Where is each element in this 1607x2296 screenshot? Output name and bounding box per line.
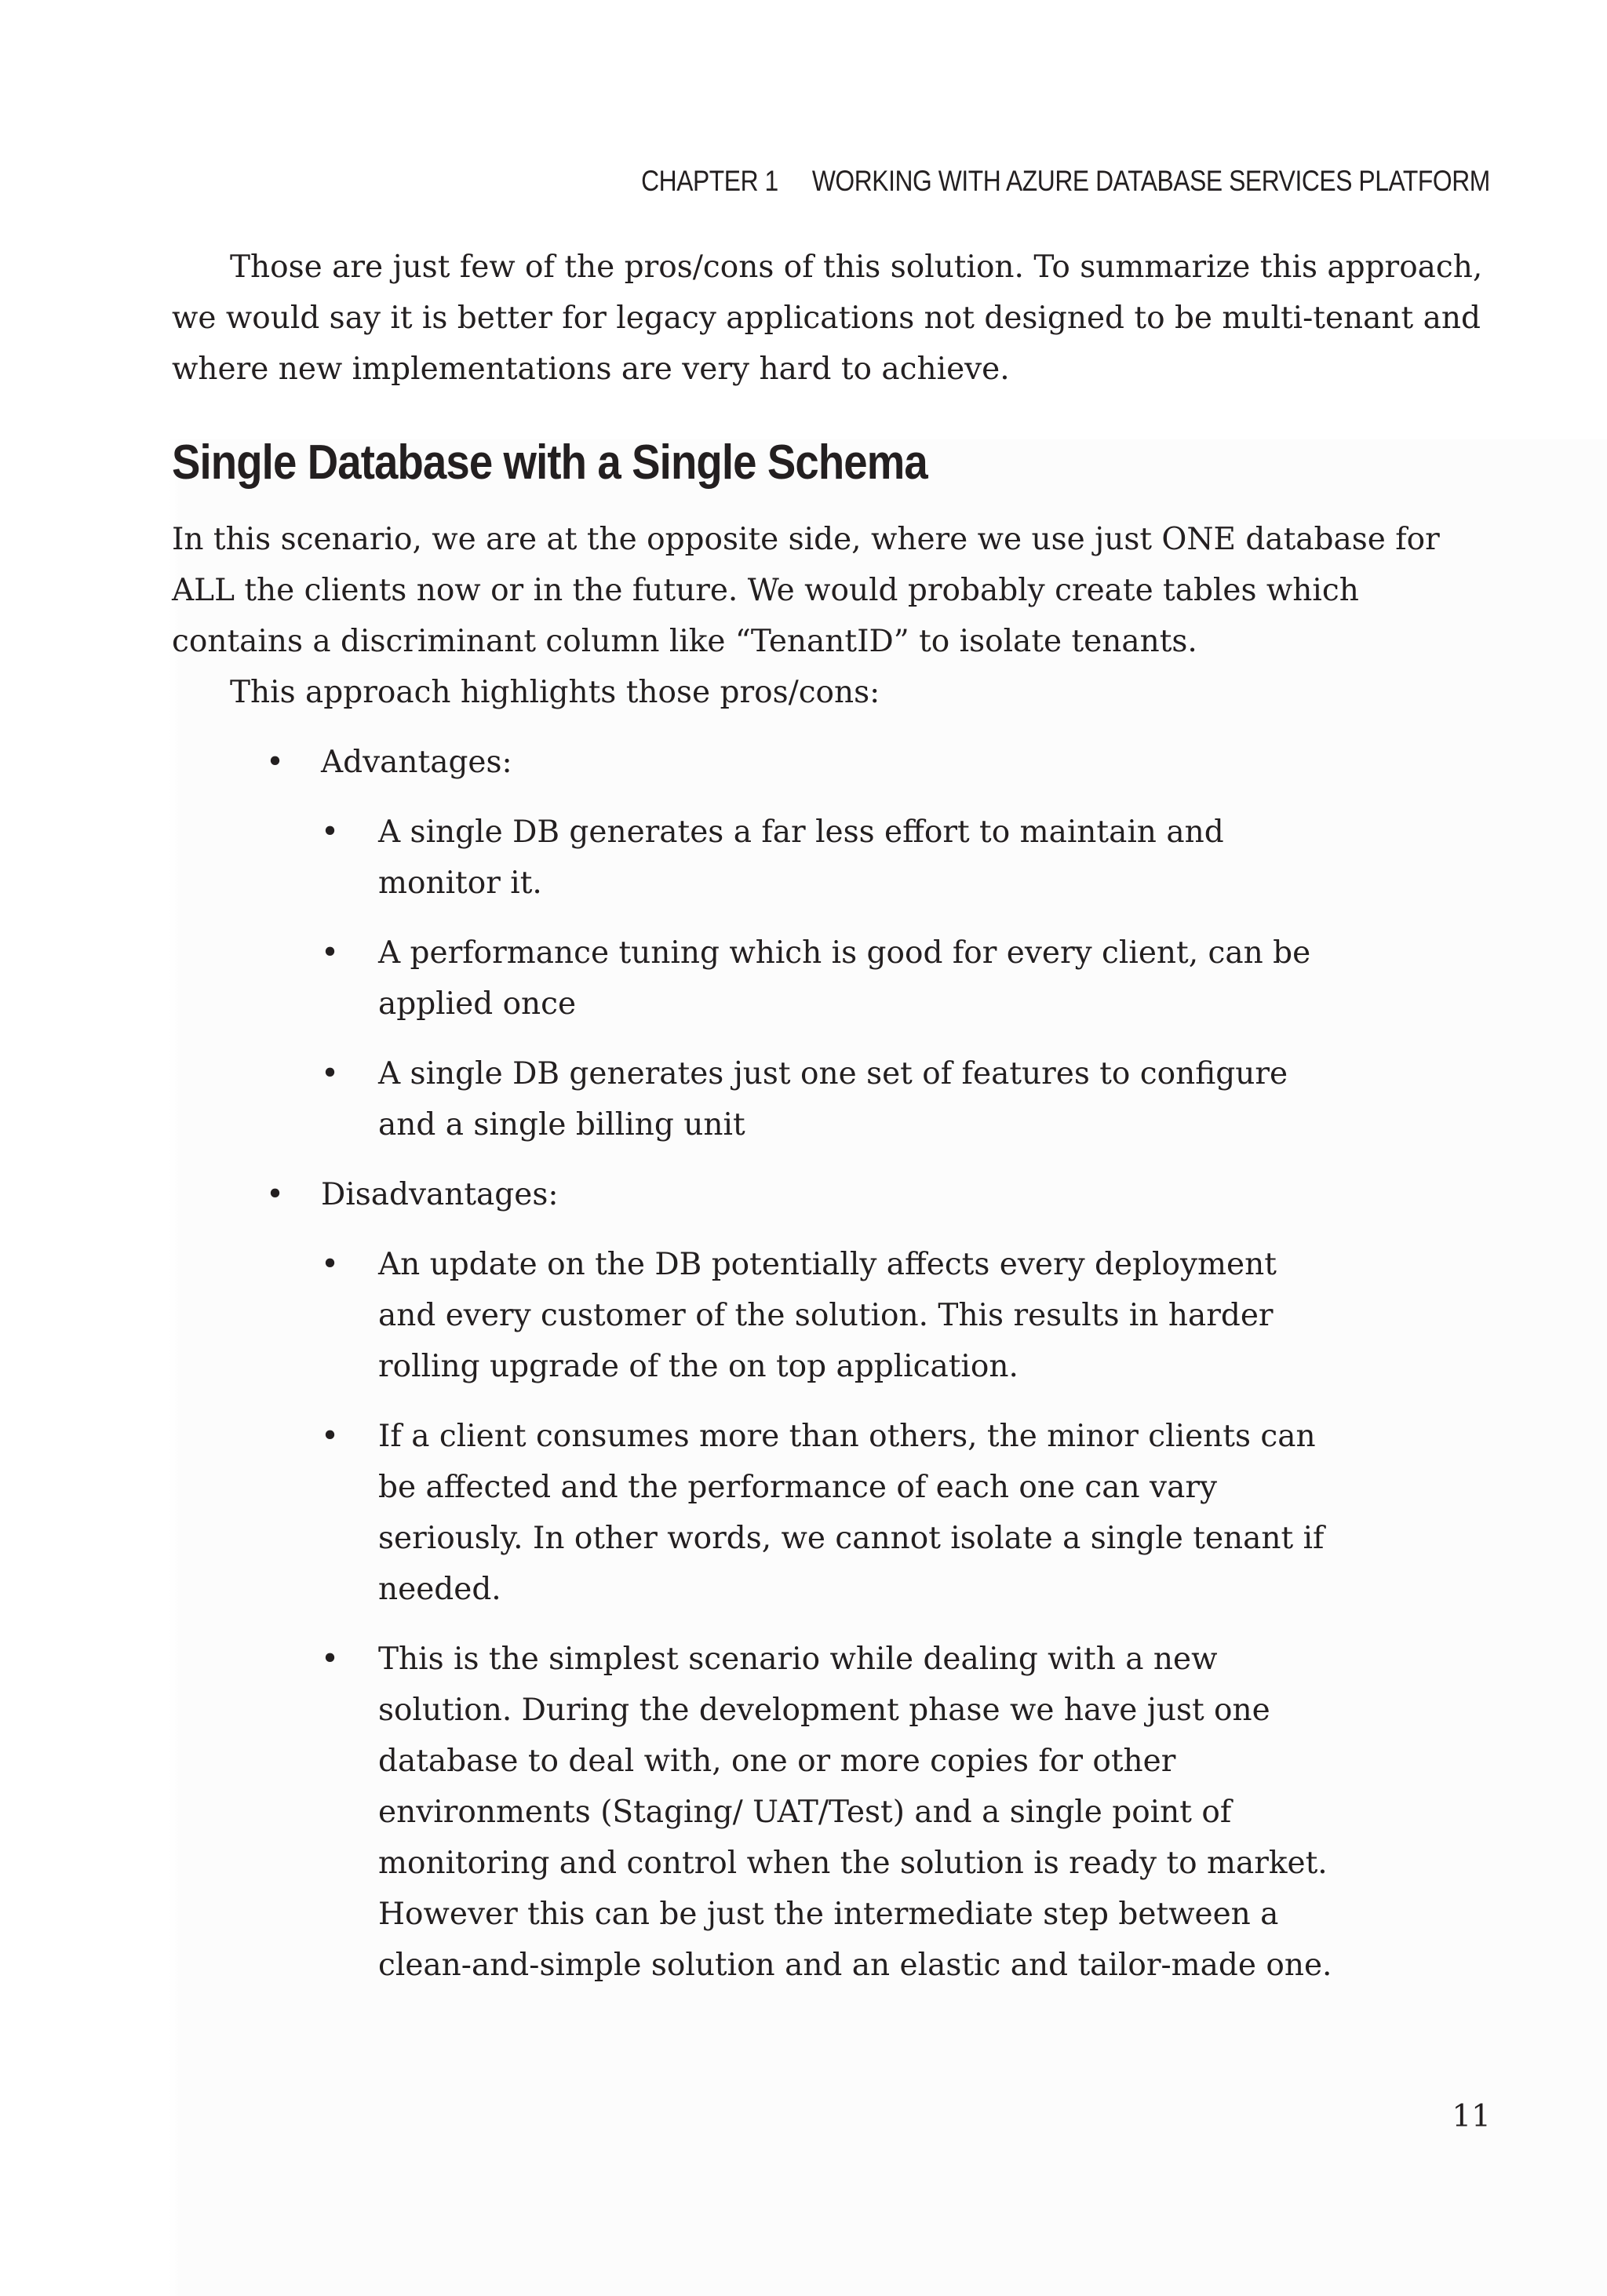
list-item [321,1239,1336,1392]
section-paragraph-2: This approach highlights those pros/cons: [230,675,880,710]
intro-paragraph: Those are just few of the pros/cons of this solution. To summarize this approach, we would say it is better for legacy applications not designed to be multi-tenant and where new implementations are very hard to achieve. [172,250,1483,387]
disadvantages-item [172,1169,1506,1991]
list-item-text: A performance tuning which is good for every client, can be applied once [378,935,1311,1022]
bullet-icon: • [321,1419,340,1454]
section-heading: Single Database with a Single Schema [172,436,927,490]
list-item [321,1048,1336,1150]
list-item [321,1634,1336,1991]
advantages-list [321,807,1506,1150]
disadvantages-list [321,1239,1506,1991]
bullet-icon: • [266,1177,285,1212]
list-item [321,807,1336,909]
list-item-text: This is the simplest scenario while dealing with a new solution. During the development phase we have just one database to deal with, one or more copies for other environments (Staging/ UAT/Test) and a single point of monitoring and control when the solution is ready to market. However this can be just the intermediate step between a clean-and-simple solution and an elastic and tailor-made one. [378,1642,1332,1983]
bullet-icon: • [266,745,285,780]
page-content [172,242,1506,2010]
bullet-icon: • [321,1642,340,1677]
list-item-text: A single DB generates a far less effort to maintain and monitor it. [378,815,1224,901]
advantages-label: Advantages: [321,745,512,780]
page-number: 11 [1452,2099,1491,2134]
list-item-text: A single DB generates just one set of features to configure and a single billing unit [378,1056,1288,1143]
bullet-icon: • [321,1247,340,1282]
pros-cons-list [172,737,1506,1991]
disadvantages-label: Disadvantages: [321,1177,559,1212]
list-item-text: An update on the DB potentially affects every deployment and every customer of the solution. This results in harder rolling upgrade of the on top application. [378,1247,1277,1384]
section-paragraph-1: In this scenario, we are at the opposite side, where we use just ONE database for ALL the clients now or in the future. We would probably create tables which contains a discriminant column like “TenantID” to isolate tenants. [172,522,1440,659]
list-item [321,928,1336,1030]
bullet-icon: • [321,1056,340,1092]
bullet-icon: • [321,815,340,850]
running-head [641,165,1490,198]
list-item-text: If a client consumes more than others, the minor clients can be affected and the performance of each one can vary seriously. In other words, we cannot isolate a single tenant if needed. [378,1419,1325,1607]
chapter-number: CHAPTER 1 [641,165,778,197]
chapter-title: WORKING WITH AZURE DATABASE SERVICES PLATFORM [811,165,1490,197]
bullet-icon: • [321,935,340,971]
list-item [321,1411,1336,1615]
advantages-item [172,737,1506,1150]
